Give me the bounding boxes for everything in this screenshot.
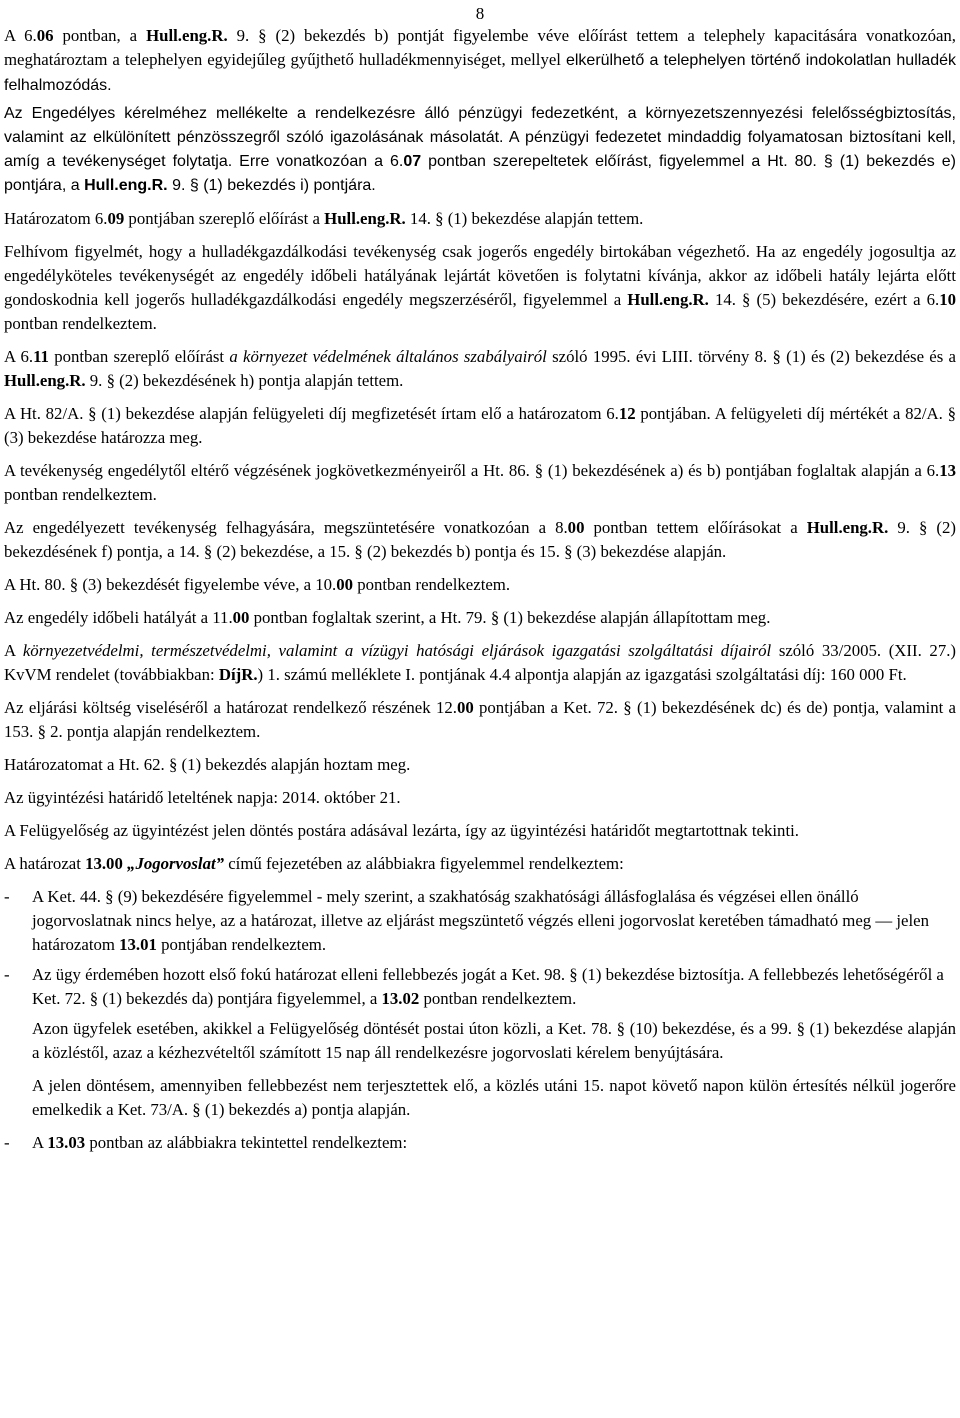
paragraph-18: A jelen döntésem, amennyiben fellebbezést nem terjesztettek elő, a közlés utáni 15. napot követő napon külön értesítés nélkül jogerőre emelkedik a Ket. 73/A. § (1) bekezdés a) pontja alapján. <box>32 1076 956 1119</box>
paragraph-5: A 6.11 pontban szereplő előírást a környezet védelmének általános szabályairól szóló 1995. évi LIII. törvény 8. § (1) és (2) bekezdése és a Hull.eng.R. 9. § (2) bekezdésének h) pontja alapján tettem. <box>4 347 956 390</box>
list-item-1: - A Ket. 44. § (9) bekezdésére figyelemmel - mely szerint, a szakhatóság szakhatósági állásfoglalása és végzései ellen önálló jogorvoslatnak nincs helye, az a határozat, illetve az eljárást megszüntető végzés elleni jogorvoslat keretében támadható meg — jelen határozatom 13.01 pontjában rendelkeztem. <box>4 887 929 954</box>
paragraph-13: Határozatomat a Ht. 62. § (1) bekezdés alapján hoztam meg. <box>4 755 411 774</box>
paragraph-10: Az engedély időbeli hatályát a 11.00 pontban foglaltak szerint, a Ht. 79. § (1) bekezdése alapján állapítottam meg. <box>4 608 771 627</box>
paragraph-14: Az ügyintézési határidő leteltének napja: 2014. október 21. <box>4 788 401 807</box>
paragraph-6: A Ht. 82/A. § (1) bekezdése alapján felügyeleti díj megfizetését írtam elő a határozatom 6.12 pontjában. A felügyeleti díj mértékét a 82/A. § (3) bekezdése határozza meg. <box>4 404 957 447</box>
paragraph-3: Határozatom 6.09 pontjában szereplő előírást a Hull.eng.R. 14. § (1) bekezdése alapján tettem. <box>4 209 644 228</box>
paragraph-16: A határozat 13.00 „Jogorvoslat” című fejezetében az alábbiakra figyelemmel rendelkeztem: <box>4 854 624 873</box>
paragraph-1: A 6.06 pontban, a Hull.eng.R. 9. § (2) bekezdés b) pontját figyelembe véve előírást tettem a telephely kapacitására vonatkozóan, meghatároztam a telephelyen egyidejűleg gyűjthető hulladékmennyiséget, mellyel elkerülhető a telephelyen történő indokolatlan hulladék felhalmozódás. <box>4 26 957 94</box>
list-item-2: - Az ügy érdemében hozott első fokú határozat elleni fellebbezés jogát a Ket. 98. § (1) bekezdése biztosítja. A fellebbezés lehetőségéről a Ket. 72. § (1) bekezdés da) pontjára figyelemmel, a 13.02 pontban rendelkeztem. <box>4 965 944 1008</box>
document-body <box>4 24 956 1161</box>
page-number: 8 <box>475 4 485 23</box>
paragraph-8: Az engedélyezett tevékenység felhagyására, megszüntetésére vonatkozóan a 8.00 pontban tettem előírásokat a Hull.eng.R. 9. § (2) bekezdésének f) pontja, a 14. § (2) bekezdése, a 15. § (2) bekezdés b) pontja és 15. § (3) bekezdése alapján. <box>4 518 956 561</box>
list-item-3: - A 13.03 pontban az alábbiakra tekintettel rendelkeztem: <box>4 1133 408 1152</box>
paragraph-12: Az eljárási költség viseléséről a határozat rendelkező részének 12.00 pontjában a Ket. 72. § (1) bekezdésének dc) és de) pontja, valamint a 153. § 2. pontja alapján rendelkeztem. <box>4 698 957 741</box>
paragraph-4: Felhívom figyelmét, hogy a hulladékgazdálkodási tevékenység csak jogerős engedély birtokában végezhető. Ha az engedély jogosultja az engedélyköteles tevékenységét az engedély időbeli hatályának lejártát követően is folytatni kívánja, akkor az időbeli hatály lejárta előtt gondoskodnia kell jogerős hulladékgazdálkodási engedély megszerzéséről, figyelemmel a Hull.eng.R. 14. § (5) bekezdésére, ezért a 6.10 pontban rendelkeztem. <box>4 242 956 333</box>
paragraph-15: A Felügyelőség az ügyintézést jelen döntés postára adásával lezárta, így az ügyintézési határidőt megtartottnak tekinti. <box>4 821 799 840</box>
paragraph-11: A környezetvédelmi, természetvédelmi, valamint a vízügyi hatósági eljárások igazgatási szolgáltatási díjairól szóló 33/2005. (XII. 27.) KvVM rendelet (továbbiakban: DíjR.) 1. számú melléklete I. pontjának 4.4 alpontja alapján az igazgatási szolgáltatási díj: 160 000 Ft. <box>4 641 957 684</box>
paragraph-9: A Ht. 80. § (3) bekezdését figyelembe véve, a 10.00 pontban rendelkeztem. <box>4 575 511 594</box>
paragraph-2: Az Engedélyes kérelméhez mellékelte a rendelkezésre álló pénzügyi fedezetként, a környezetszennyezési felelősségbiztosítás, valamint az elkülönített pénzösszegről szóló igazolásának másolatát. A pénzügyi fedezetet mindaddig folyamatosan biztosítani kell, amíg a tevékenységet folytatja. Erre vonatkozóan a 6.07 pontban szerepeltetek előírást, figyelemmel a Ht. 80. § (1) bekezdés e) pontjára, a Hull.eng.R. 9. § (1) bekezdés i) pontjára. <box>4 105 956 194</box>
paragraph-17: Azon ügyfelek esetében, akikkel a Felügyelőség döntését postai úton közli, a Ket. 78. § (10) bekezdése, és a 99. § (1) bekezdése alapján a közléstől, azaz a kézhezvételtől számított 15 nap áll rendelkezésre jogorvoslati kérelem benyújtására. <box>32 1019 956 1062</box>
paragraph-7: A tevékenység engedélytől eltérő végzésének jogkövetkezményeiről a Ht. 86. § (1) bekezdésének a) és b) pontjában foglaltak alapján a 6.13 pontban rendelkeztem. <box>4 461 956 504</box>
